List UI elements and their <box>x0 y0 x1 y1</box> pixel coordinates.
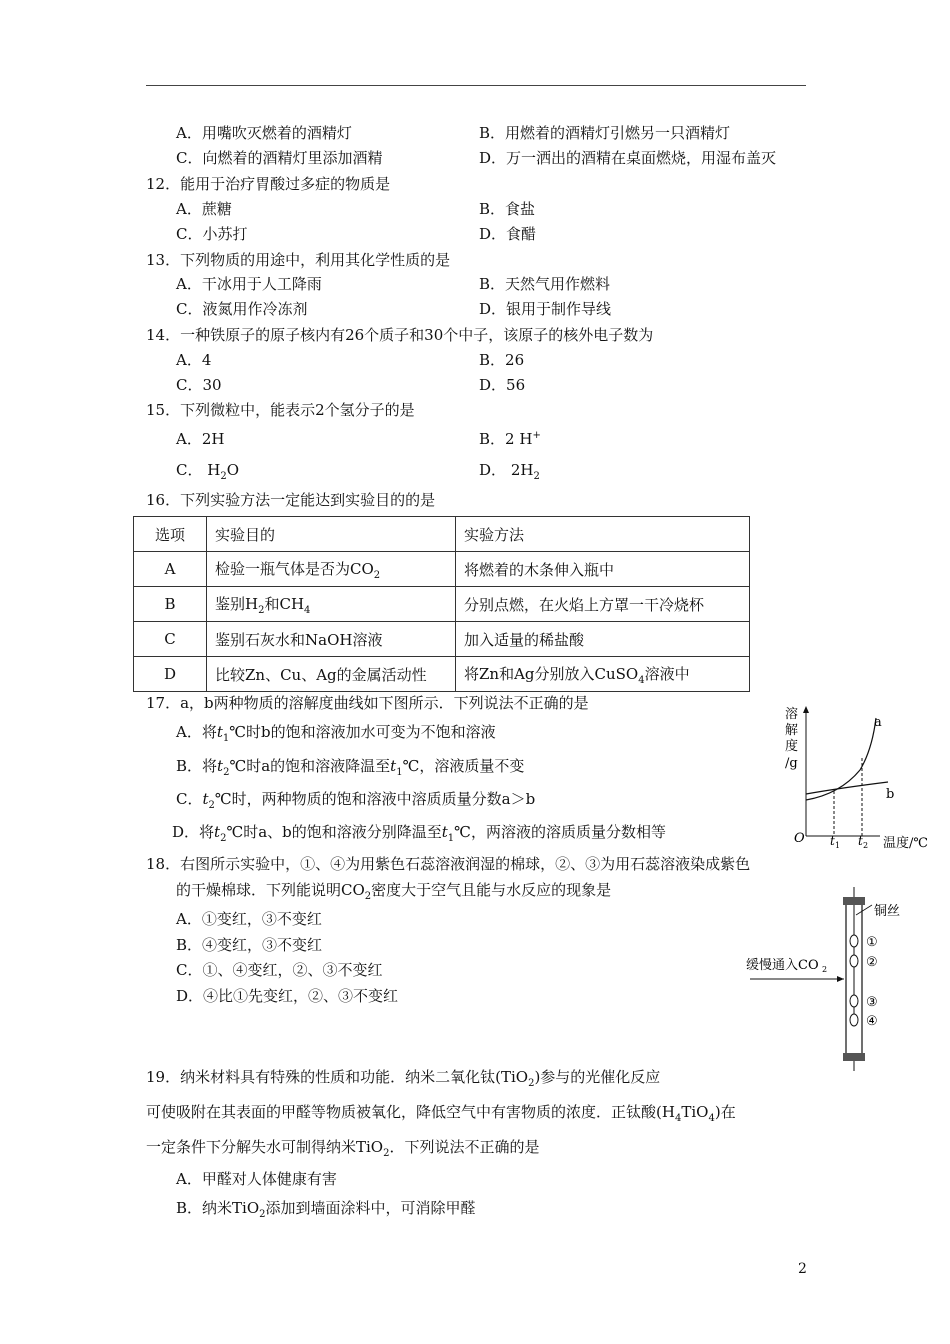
q15-option-c: C． $H_2O$ <box>176 461 240 482</box>
copper-wire-label: 铜丝 <box>874 904 901 919</box>
top-stopper <box>843 897 865 905</box>
table-cell-option: B <box>134 587 207 622</box>
bottom-stopper <box>843 1053 865 1061</box>
q14-option-d: D．56 <box>479 376 526 394</box>
q18-stem-line2: 的干燥棉球．下列能说明$CO_2$密度大于空气且能与水反应的现象是 <box>176 881 612 902</box>
q17-option-d: D．将$t_2℃$时a、b的饱和溶液分别降温至$t_1℃$，两溶液的溶质质量分数相等 <box>172 823 666 844</box>
table-cell-goal: 鉴别$H_2$和$CH_4$ <box>207 587 456 622</box>
q16-stem: 16．下列实验方法一定能达到实验目的的是 <box>146 491 436 509</box>
y-axis-arrow <box>803 706 809 713</box>
graph-ylabel: /g <box>785 756 798 771</box>
table-cell-method: 将燃着的木条伸入瓶中 <box>456 552 750 587</box>
ball-label-3: ③ <box>866 995 878 1010</box>
solubility-graph <box>780 700 940 860</box>
q13-stem: 13．下列物质的用途中，利用其化学性质的是 <box>146 251 451 269</box>
cotton-ball-3 <box>850 995 858 1007</box>
cotton-ball-4 <box>850 1014 858 1026</box>
q19-stem-line3: 一定条件下分解失水可制得纳米TiO$_2$．下列说法不正确的是 <box>146 1138 540 1159</box>
q13-option-a: A．干冰用于人工降雨 <box>176 275 322 293</box>
graph-ylabel: 溶 <box>785 707 799 722</box>
q15-option-b: B．2 H+ <box>479 430 541 448</box>
q11-option-b: B．用燃着的酒精灯引燃另一只酒精灯 <box>479 124 731 142</box>
q17-option-c: C．$t_2℃$时，两种物质的饱和溶液中溶质质量分数a＞b <box>176 790 536 811</box>
q12-stem: 12．能用于治疗胃酸过多症的物质是 <box>146 175 391 193</box>
table-row <box>134 657 750 692</box>
q12-option-d: D．食醋 <box>479 225 537 243</box>
q15-option-a: A．2H <box>176 430 225 448</box>
q11-option-a: A．用嘴吹灭燃着的酒精灯 <box>176 124 352 142</box>
table-cell-method: 分别点燃，在火焰上方罩一干冷烧杯 <box>456 587 750 622</box>
curve-b-label: b <box>886 787 895 802</box>
wire-pointer <box>856 905 872 915</box>
q12-option-c: C．小苏打 <box>176 225 248 243</box>
table-cell-method: 将Zn和Ag分别放入CuSO$_4$溶液中 <box>456 657 750 692</box>
x-axis-label: 温度/℃ <box>883 836 928 851</box>
ball-label-1: ① <box>866 935 878 950</box>
q15-stem: 15．下列微粒中，能表示2个氢分子的是 <box>146 401 415 419</box>
q19-stem-line1: 19．纳米材料具有特殊的性质和功能．纳米二氧化钛(TiO$_2$)参与的光催化反应 <box>146 1068 661 1089</box>
q19-option-a: A．甲醛对人体健康有害 <box>176 1170 337 1188</box>
experiment-table <box>133 516 750 692</box>
q17-option-a: A．将$t_1℃$时b的饱和溶液加水可变为不饱和溶液 <box>176 723 496 744</box>
t2-label: t <box>858 834 863 848</box>
q14-option-b: B．26 <box>479 351 525 369</box>
table-cell-goal: 比较Zn、Cu、Ag的金属活动性 <box>207 657 456 692</box>
table-row <box>134 587 750 622</box>
q18-stem-line1: 18．右图所示实验中，①、④为用紫色石蕊溶液润湿的棉球，②、③为用石蕊溶液染成紫色 <box>146 855 751 873</box>
table-cell-goal: 检验一瓶气体是否为$CO_2$ <box>207 552 456 587</box>
ball-label-2: ② <box>866 955 878 970</box>
table-row <box>134 552 750 587</box>
graph-ylabel: 解 <box>785 723 799 738</box>
q11-option-c: C．向燃着的酒精灯里添加酒精 <box>176 149 383 167</box>
curve-a <box>806 718 876 800</box>
t2-sub: 2 <box>863 841 869 850</box>
q18-option-c: C．①、④变红，②、③不变红 <box>176 961 383 979</box>
table-cell-goal: 鉴别石灰水和NaOH溶液 <box>207 622 456 657</box>
table-header: 实验目的 <box>207 517 456 552</box>
co2-tube-apparatus <box>740 885 910 1075</box>
q17-stem: 17．a，b两种物质的溶解度曲线如下图所示．下列说法不正确的是 <box>146 694 589 712</box>
ball-label-4: ④ <box>866 1014 878 1029</box>
inlet-label-sub: 2 <box>822 965 828 974</box>
graph-ylabel: 度 <box>785 739 799 754</box>
q15-option-d: D． $2H_2$ <box>479 461 540 482</box>
q18-option-a: A．①变红，③不变红 <box>176 910 322 928</box>
q13-option-c: C．液氮用作冷冻剂 <box>176 300 308 318</box>
table-cell-option: D <box>134 657 207 692</box>
q12-option-a: A．蔗糖 <box>176 200 232 218</box>
t1-label: t <box>830 834 835 848</box>
inlet-label: 缓慢通入CO <box>746 958 819 973</box>
q14-option-a: A．4 <box>176 351 212 369</box>
q18-option-d: D．④比①先变红，②、③不变红 <box>176 987 399 1005</box>
table-row <box>134 622 750 657</box>
q12-option-b: B．食盐 <box>479 200 536 218</box>
q19-option-b: B．纳米TiO$_2$添加到墙面涂料中，可消除甲醛 <box>176 1199 476 1220</box>
cotton-ball-2 <box>850 955 858 967</box>
curve-a-label: a <box>874 715 882 730</box>
q19-stem-line2: 可使吸附在其表面的甲醛等物质被氧化，降低空气中有害物质的浓度．正钛酸$(H_4TiO_4)$在 <box>146 1103 736 1124</box>
q11-option-d: D．万一洒出的酒精在桌面燃烧，用湿布盖灭 <box>479 149 777 167</box>
q13-option-d: D．银用于制作导线 <box>479 300 612 318</box>
q18-option-b: B．④变红，③不变红 <box>176 936 323 954</box>
table-header: 选项 <box>134 517 207 552</box>
curve-b <box>806 782 888 794</box>
table-header-row <box>134 517 750 552</box>
header-rule <box>146 85 806 86</box>
table-header: 实验方法 <box>456 517 750 552</box>
q14-option-c: C．30 <box>176 376 222 394</box>
q13-option-b: B．天然气用作燃料 <box>479 275 611 293</box>
table-cell-option: C <box>134 622 207 657</box>
t1-sub: 1 <box>835 841 841 850</box>
table-cell-option: A <box>134 552 207 587</box>
origin-label: O <box>794 831 805 846</box>
q14-stem: 14．一种铁原子的原子核内有26个质子和30个中子，该原子的核外电子数为 <box>146 326 654 344</box>
q17-option-b: B．将$t_2℃$时a的饱和溶液降温至$t_1℃$，溶液质量不变 <box>176 757 525 778</box>
inlet-arrow-head <box>837 976 844 982</box>
table-cell-method: 加入适量的稀盐酸 <box>456 622 750 657</box>
cotton-ball-1 <box>850 935 858 947</box>
page-number: 2 <box>798 1261 807 1277</box>
